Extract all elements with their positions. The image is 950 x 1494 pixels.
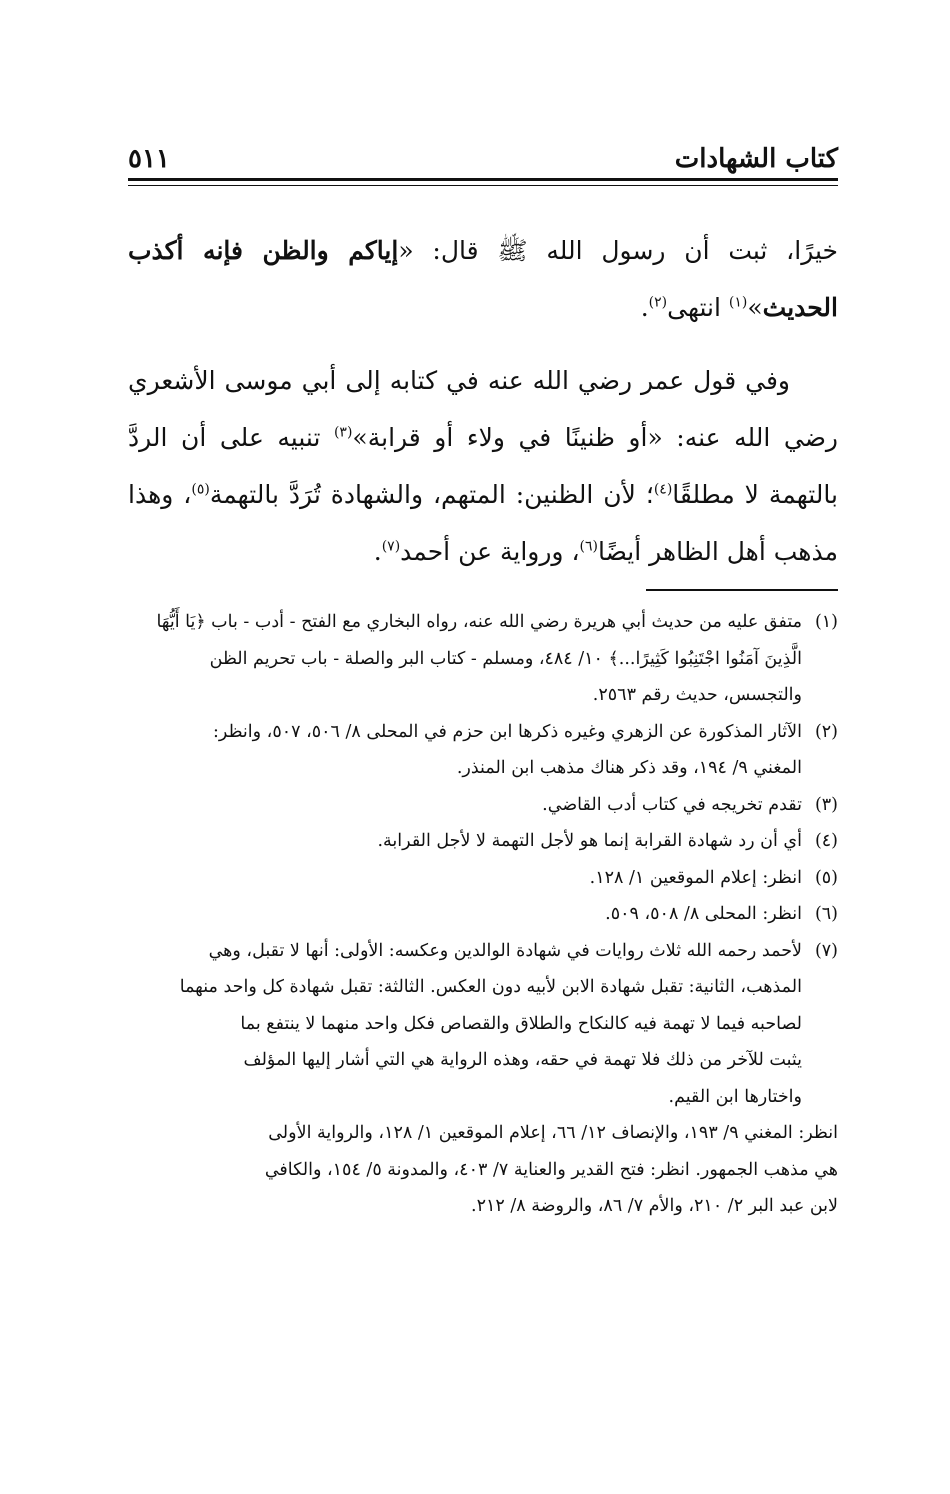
running-title: كتاب الشهادات — [674, 144, 838, 174]
footnotes — [128, 604, 838, 1225]
footnote-text: انظر: المحلى ٨/ ٥٠٨، ٥٠٩. — [605, 904, 802, 924]
footnote-item — [128, 714, 838, 787]
footnote-number: (٥) — [814, 867, 838, 888]
footnote-ref[interactable]: (٦) — [579, 538, 598, 555]
footnote-ref[interactable]: (٤) — [653, 481, 673, 498]
header-rule-thin — [128, 185, 838, 186]
header-rule-thick — [128, 178, 838, 181]
footnote-item — [128, 823, 838, 860]
main-text — [128, 222, 838, 580]
footnote-separator — [646, 589, 838, 591]
page-header — [128, 138, 838, 174]
footnote-ref[interactable]: (١) — [728, 294, 748, 311]
footnote-text: أي أن رد شهادة القرابة إنما هو لأجل التهمة لا لأجل القرابة. — [377, 831, 802, 851]
footnote-text: انظر: إعلام الموقعين ١/ ١٢٨. — [589, 867, 802, 888]
footnote-number: (٦) — [814, 904, 838, 924]
footnote-number: (٣) — [814, 794, 838, 815]
hadith-quote: إياكم والظن فإنه أكذب الحديث — [128, 236, 838, 322]
footnote-text: الآثار المذكورة عن الزهري وغيره ذكرها ابن حزم في المحلى ٨/ ٥٠٦، ٥٠٧، وانظر: المغني ٩/ ١٩٤، وقد ذكر هناك مذهب ابن المنذر. — [213, 721, 802, 778]
paragraph-2: وفي قول عمر رضي الله عنه في كتابه إلى أبي موسى الأشعري رضي الله عنه: «أو ظنينًا في ولاء أو قرابة»$^{(٣)}$ تنبيه على أن الردَّ بالتهمة لا مطلقًا$^{(٤)}$؛ لأن الظنين: المتهم، والشهادة تُرَدَّ بالتهمة$^{(٥)}$، وهذا مذهب أهل الظاهر أيضًا$^{(٦)}$، ورواية عن أحمد$^{(٧)}$. — [128, 366, 838, 566]
footnote-item — [128, 604, 838, 714]
footnote-number: (٢) — [814, 721, 838, 742]
page-number: ٥١١ — [128, 144, 170, 174]
footnote-number: (١) — [814, 612, 838, 632]
paragraph-1: خيرًا، ثبت أن رسول الله ﷺ قال: «إياكم والظن فإنه أكذب الحديث»$^{(١)}$ انتهى$^{(٢)}$. — [128, 236, 838, 322]
footnote-ref[interactable]: (٢) — [648, 294, 668, 311]
footnote-number: (٧) — [814, 940, 838, 961]
footnote-ref[interactable]: (٧) — [381, 538, 401, 555]
footnote-item — [128, 860, 838, 897]
footnote-text: متفق عليه من حديث أبي هريرة رضي الله عنه، رواه البخاري مع الفتح - أدب - باب ﴿يَا أَيُّهَا الَّذِينَ آمَنُوا اجْتَنِبُوا كَثِيرًا...﴾ ١٠/ ٤٨٤، ومسلم - كتاب البر والصلة - باب تحريم الظن والتجسس، حديث رقم ٢٥٦٣. — [156, 612, 802, 705]
footnote-item — [128, 896, 838, 933]
footnote-item — [128, 787, 838, 824]
footnote-text: لأحمد رحمه الله ثلاث روايات في شهادة الوالدين وعكسه: الأولى: أنها لا تقبل، وهي المذهب، الثانية: تقبل شهادة الابن لأبيه دون العكس. الثالثة: تقبل شهادة كل واحد منهما لصاحبه فيما لا تهمة فيه كالنكاح والطلاق والقصاص فكل واحد منهما لا ينتفع بما يثبت للآخر من ذلك فلا تهمة في حقه، وهذه الرواية هي التي أشار إليها المؤلف واختارها ابن القيم. — [179, 940, 802, 1107]
footnote-text: تقدم تخريجه في كتاب أدب القاضي. — [542, 794, 802, 815]
footnote-ref[interactable]: (٣) — [333, 424, 353, 441]
footnote-item — [128, 933, 838, 1116]
footnote-continuation: انظر: المغني ٩/ ١٩٣، والإنصاف ١٢/ ٦٦، إعلام الموقعين ١/ ١٢٨، والرواية الأولى هي مذهب الجمهور. انظر: فتح القدير والعناية ٧/ ٤٠٣، والمدونة ٥/ ١٥٤، والكافي لابن عبد البر ٢/ ٢١٠، والأم ٧/ ٨٦، والروضة ٨/ ٢١٢. — [264, 1123, 838, 1216]
footnote-ref[interactable]: (٥) — [191, 481, 210, 498]
footnote-number: (٤) — [814, 831, 838, 851]
